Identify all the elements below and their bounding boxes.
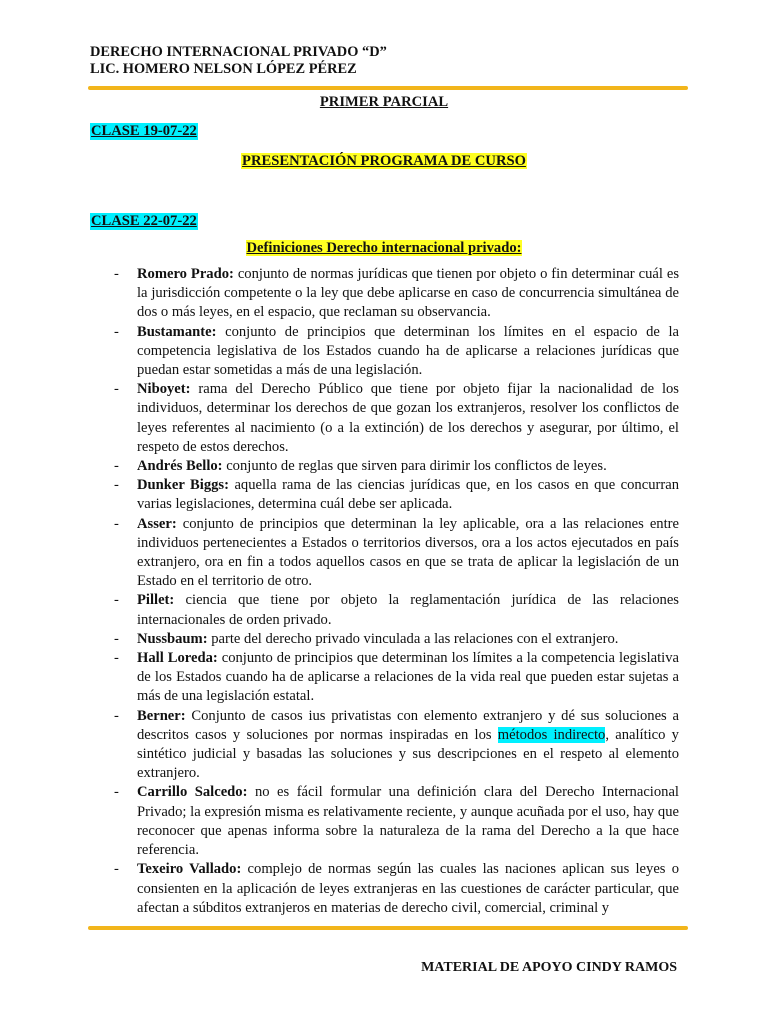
definition-item [114, 783, 679, 860]
definition-text: complejo de normas según las cuales las naciones aplican sus leyes o consienten en la aplicación de leyes extranjeras en las cuestiones de carácter particular, que afectan a súbditos extranjeros en materias de derecho civil, comercial, criminal y [137, 861, 679, 916]
definition-text-continued: , analítico y sintético judicial y basadas las soluciones y sus descripciones en el respeto al elemento extranjero. [137, 726, 679, 782]
document-header [90, 44, 387, 78]
list-bullet: - [114, 650, 119, 667]
definition-text: rama del Derecho Público que tiene por objeto fijar la nacionalidad de los individuos, determinar los derechos de que gozan los extranjeros, resolver los conflictos de leyes referentes al nacimiento (o a la extinción) de los derechos y asegurar, por último, el respeto de estos derechos. [137, 381, 679, 455]
footer-divider [88, 926, 688, 930]
clase-2-topic: Definiciones Derecho internacional privado: [246, 240, 522, 256]
definition-author: Andrés Bello: [137, 458, 223, 475]
definition-item [114, 630, 679, 649]
definition-author: Carrillo Salcedo: [137, 784, 248, 801]
list-bullet: - [114, 592, 119, 609]
definition-author: Asser: [137, 515, 177, 532]
list-bullet: - [114, 381, 119, 398]
list-bullet: - [114, 784, 119, 801]
list-bullet: - [114, 266, 119, 282]
definition-text: no es fácil formular una definición clara del Derecho Internacional Privado; la expresión misma es relativamente reciente, y aunque acuñada por el uso, hay que reconocer que apenas informa sobre la naturaleza de la rama del Derecho a la que hace referencia. [137, 784, 679, 859]
definition-item [114, 457, 679, 476]
definition-author: Niboyet: [137, 381, 191, 398]
clase-1-label: CLASE 19-07-22 [91, 123, 197, 139]
definition-item [114, 323, 679, 381]
definition-text: conjunto de reglas que sirven para dirimir los conflictos de leyes. [222, 458, 607, 475]
definition-author: Hall Loreda: [137, 650, 218, 667]
definition-author: Romero Prado: [137, 266, 234, 282]
list-bullet: - [114, 707, 119, 724]
clase-1-topic: PRESENTACIÓN PROGRAMA DE CURSO [242, 153, 526, 169]
definition-text: ciencia que tiene por objeto la reglamentación jurídica de las relaciones internacionales de orden privado. [137, 592, 679, 628]
definition-author: Texeiro Vallado: [137, 861, 242, 878]
course-title: DERECHO INTERNACIONAL PRIVADO “D” [90, 44, 387, 60]
clase-2-label: CLASE 22-07-22 [91, 213, 197, 229]
list-bullet: - [114, 515, 119, 532]
definition-item [114, 476, 679, 514]
definition-text: conjunto de principios que determinan los límites a la competencia legislativa de los Estados cuando ha de aplicarse a relaciones de la vida real que pueden estar sujetas a más de una legislación estatal. [137, 650, 680, 705]
definition-text: conjunto de principios que determinan la ley aplicable, ora a las relaciones entre individuos pertenecientes a Estados o territorios diversos, ora a los actos ejecutados en país extranjero, ora en fin a todos aquellos casos en que se trata de aplicar la legislación de un Estado en el territorio de otro. [137, 515, 679, 590]
definition-item [114, 591, 679, 629]
list-bullet: - [114, 323, 119, 340]
definition-text: parte del derecho privado vinculada a las relaciones con el extranjero. [207, 630, 619, 647]
definition-author: Nussbaum: [137, 630, 208, 647]
definition-text: conjunto de normas jurídicas que tienen por objeto o fin determinar cuál es la jurisdicción competente o la ley que debe aplicarse en caso de concurrencia simultánea de dos o más leyes, en el espacio, que reclaman su observancia. [137, 266, 680, 321]
definition-item [114, 649, 679, 707]
definition-text: Conjunto de casos ius privatistas con elemento extranjero y dé sus soluciones a descritos casos y soluciones por normas inspiradas en los [137, 707, 679, 743]
definition-item [114, 860, 679, 918]
definition-author: Berner: [137, 707, 186, 724]
definition-author: Dunker Biggs: [137, 477, 229, 494]
definition-author: Pillet: [137, 592, 175, 609]
header-divider [88, 86, 688, 90]
list-bullet: - [114, 458, 119, 475]
definition-text: aquella rama de las ciencias jurídicas que, en los casos en que concurran varias legislaciones, determina cuál debe ser aplicada. [137, 477, 679, 513]
list-bullet: - [114, 630, 119, 647]
list-bullet: - [114, 861, 119, 878]
definition-item [114, 380, 679, 457]
definition-item [114, 515, 679, 592]
highlighted-phrase: métodos indirecto [497, 726, 606, 743]
list-bullet: - [114, 477, 119, 494]
definition-author: Bustamante: [137, 323, 217, 340]
definition-item [114, 265, 679, 323]
footer-text: MATERIAL DE APOYO CINDY RAMOS [421, 960, 677, 975]
instructor-name: LIC. HOMERO NELSON LÓPEZ PÉREZ [90, 61, 357, 77]
definition-item [114, 707, 679, 784]
definitions-list [114, 265, 679, 918]
page-title: PRIMER PARCIAL [319, 94, 449, 110]
definition-text: conjunto de principios que determinan los límites en el espacio de la competencia legislativa de los Estados cuando ha de aplicarse a relaciones jurídicas que puedan estar sometidas a más de una legislación. [137, 323, 679, 379]
